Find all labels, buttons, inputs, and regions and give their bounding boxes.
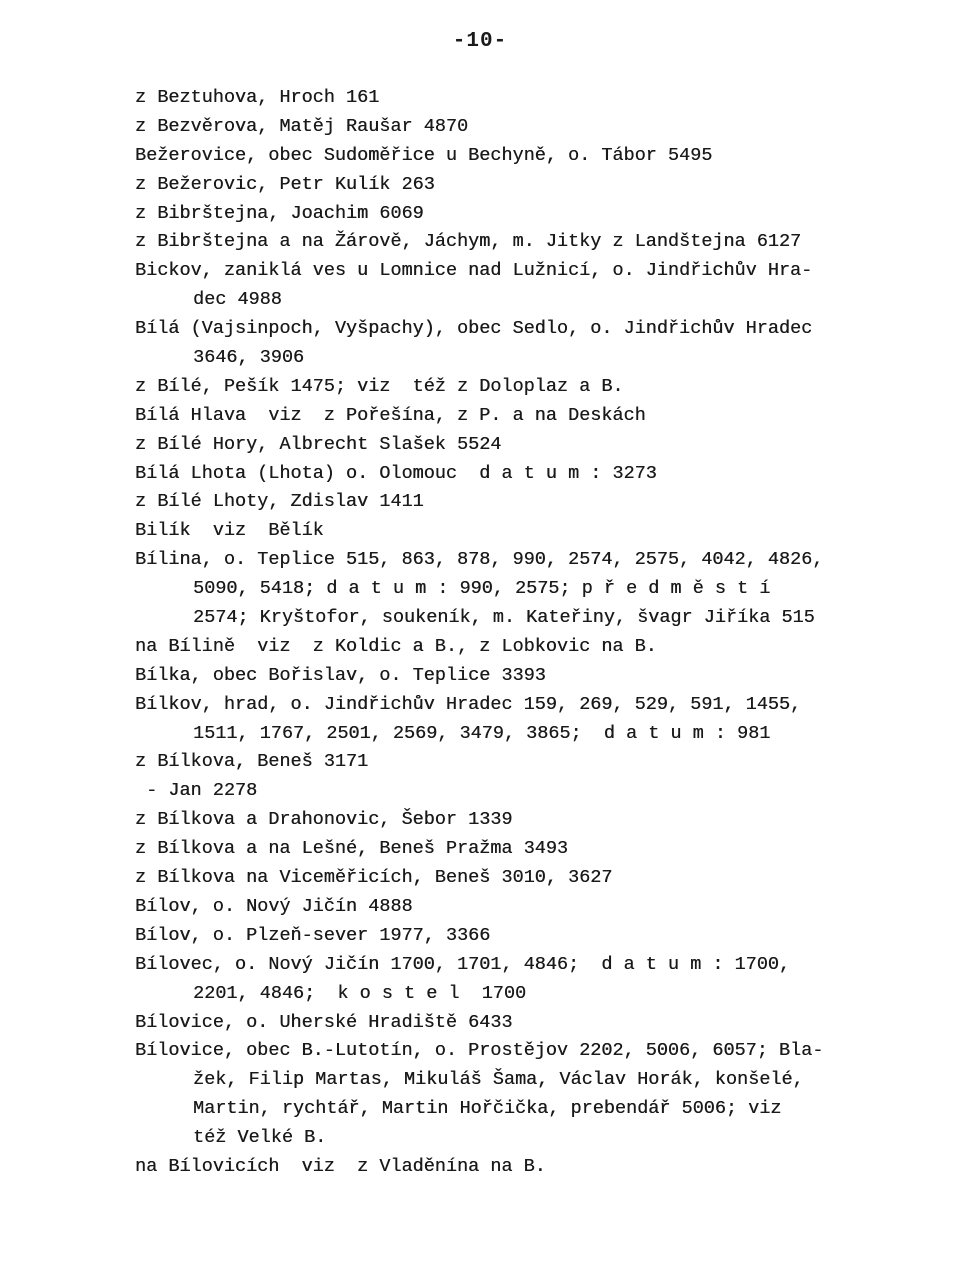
index-entry-line: na Bílině viz z Koldic a B., z Lobkovic na B. <box>135 635 657 657</box>
index-entry-line: Bílov, o. Plzeň-sever 1977, 3366 <box>135 924 491 946</box>
index-entry-line: - Jan 2278 <box>135 780 258 802</box>
index-entry-line: z Beztuhova, Hroch 161 <box>135 87 380 108</box>
index-entry-continuation: 1511, 1767, 2501, 2569, 3479, 3865; d a t u m : 981 <box>193 722 771 744</box>
index-entry-continuation: 5090, 5418; d a t u m : 990, 2575; p ř e d m ě s t í <box>193 578 771 600</box>
index-entry-line: z Bežerovic, Petr Kulík 263 <box>135 173 435 195</box>
index-entry-line: z Bibrštejna, Joachim 6069 <box>135 202 424 224</box>
index-entry-line: Bílkov, hrad, o. Jindřichův Hradec 159, 269, 529, 591, 1455, <box>135 693 802 715</box>
index-entry-line: z Bílkova a na Lešné, Beneš Pražma 3493 <box>135 838 568 860</box>
index-entry-line: z Bílkova a Drahonovic, Šebor 1339 <box>135 809 513 831</box>
index-entry-line: Bílov, o. Nový Jičín 4888 <box>135 895 413 917</box>
index-entry-continuation: žek, Filip Martas, Mikuláš Šama, Václav Horák, konšelé, <box>193 1069 804 1091</box>
index-entry-continuation: 3646, 3906 <box>193 347 305 369</box>
index-entry-line: Bílá Hlava viz z Pořešína, z P. a na Deskách <box>135 404 646 426</box>
index-entry-line: Bežerovice, obec Sudoměřice u Bechyně, o. Tábor 5495 <box>135 144 713 166</box>
index-entry-line: Bílovice, obec B.-Lutotín, o. Prostějov 2202, 5006, 6057; Bla- <box>135 1040 824 1062</box>
index-entry-line: Bílovice, o. Uherské Hradiště 6433 <box>135 1011 513 1033</box>
index-entry-line: z Bibrštejna a na Žárově, Jáchym, m. Jitky z Landštejna 6127 <box>135 231 802 253</box>
index-entry-line: z Bílé Lhoty, Zdislav 1411 <box>135 491 424 513</box>
index-entry-line: na Bílovicích viz z Vladěnína na B. <box>135 1155 546 1177</box>
index-entry-line: z Bezvěrova, Matěj Raušar 4870 <box>135 115 469 137</box>
index-entry-continuation: dec 4988 <box>193 289 282 311</box>
index-entries <box>135 84 875 1182</box>
index-entry-line: z Bílkova, Beneš 3171 <box>135 751 369 773</box>
index-entry-continuation: též Velké B. <box>193 1127 327 1149</box>
page-number: -10- <box>452 30 508 53</box>
index-entry-line: Bílovec, o. Nový Jičín 1700, 1701, 4846; d a t u m : 1700, <box>135 953 791 975</box>
index-entry-line: z Bílkova na Viceměřicích, Beneš 3010, 3627 <box>135 867 613 889</box>
index-entry-continuation: 2201, 4846; k o s t e l 1700 <box>193 982 527 1004</box>
index-entry-line: z Bílé Hory, Albrecht Slašek 5524 <box>135 433 502 455</box>
index-entry-line: Bickov, zaniklá ves u Lomnice nad Lužnicí, o. Jindřichův Hra- <box>135 260 813 282</box>
index-entry-line: Bílá (Vajsinpoch, Vyšpachy), obec Sedlo, o. Jindřichův Hradec <box>135 318 813 340</box>
index-entry-continuation: Martin, rychtář, Martin Hořčička, prebendář 5006; viz <box>193 1098 782 1120</box>
index-entry-line: Bílka, obec Bořislav, o. Teplice 3393 <box>135 664 546 686</box>
index-entry-line: z Bílé, Pešík 1475; viz též z Doloplaz a B. <box>135 375 624 397</box>
index-entry-line: Bílá Lhota (Lhota) o. Olomouc d a t u m : 3273 <box>135 462 657 484</box>
index-entry-line: Bílina, o. Teplice 515, 863, 878, 990, 2574, 2575, 4042, 4826, <box>135 549 824 571</box>
index-entry-continuation: 2574; Kryštofor, soukeník, m. Kateřiny, švagr Jiříka 515 <box>193 607 815 629</box>
index-entry-line: Bilík viz Bělík <box>135 520 324 542</box>
